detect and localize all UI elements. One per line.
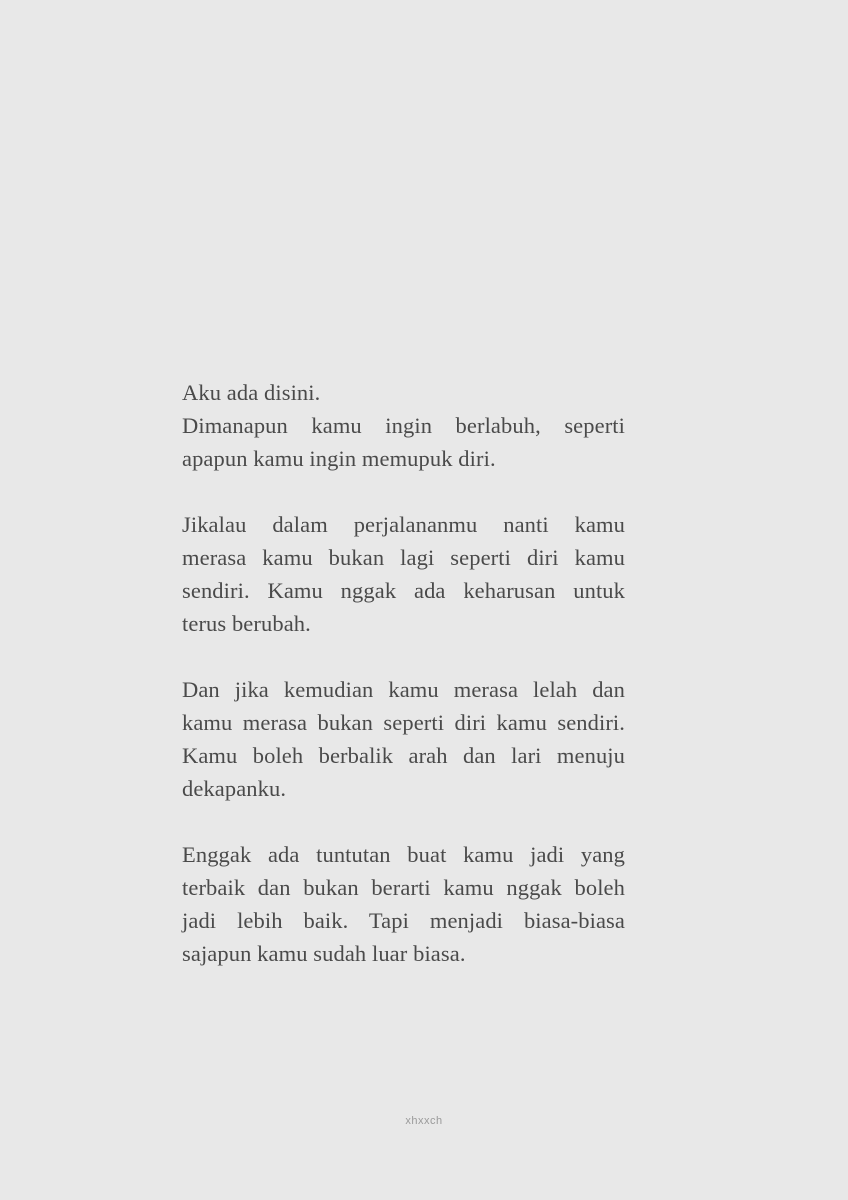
stanza-line: merasa kamu bukan lagi seperti diri kamu [182,545,625,570]
author-signature: xhxxch [405,1115,443,1127]
stanza-1 [182,376,625,475]
stanza-4 [182,838,625,970]
stanza-line: sajapun kamu sudah luar biasa. [182,941,466,966]
stanza-line: Aku ada disini. [182,380,321,405]
poem-body [182,376,625,1003]
stanza-2 [182,508,625,640]
stanza-3 [182,673,625,805]
stanza-line: terbaik dan bukan berarti kamu nggak boleh [182,875,625,900]
stanza-line: terus berubah. [182,611,311,636]
stanza-line: Enggak ada tuntutan buat kamu jadi yang [182,842,625,867]
stanza-line: kamu merasa bukan seperti diri kamu sendiri. [182,710,625,735]
stanza-line: apapun kamu ingin memupuk diri. [182,446,496,471]
stanza-line: sendiri. Kamu nggak ada keharusan untuk [182,578,625,603]
stanza-line: Dimanapun kamu ingin berlabuh, seperti [182,413,625,438]
stanza-line: dekapanku. [182,776,287,801]
stanza-line: Jikalau dalam perjalananmu nanti kamu [182,512,625,537]
stanza-line: Kamu boleh berbalik arah dan lari menuju [182,743,625,768]
stanza-line: Dan jika kemudian kamu merasa lelah dan [182,677,625,702]
stanza-line: jadi lebih baik. Tapi menjadi biasa-biasa [182,908,625,933]
